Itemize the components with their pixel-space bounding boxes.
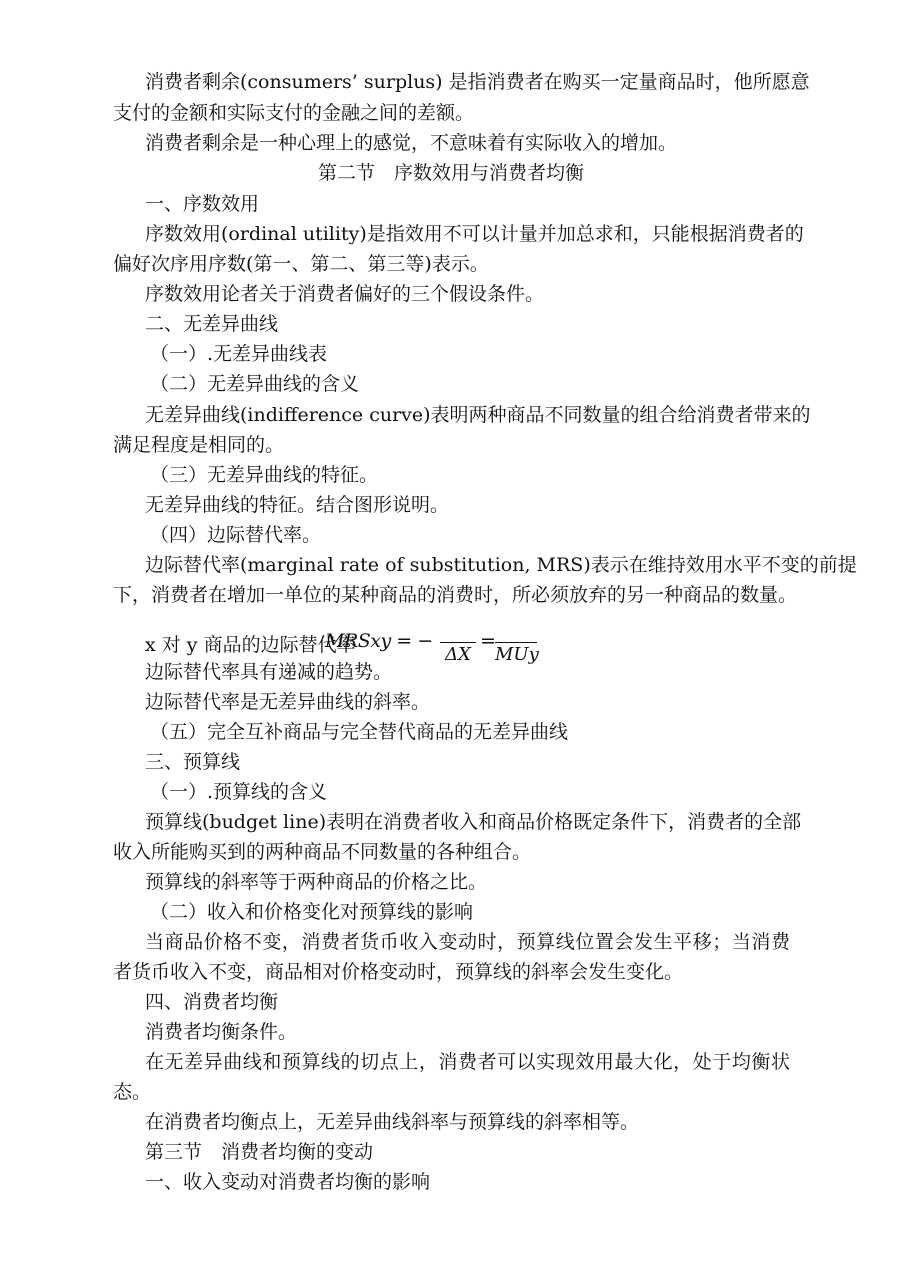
subsection-heading: 一、收入变动对消费者均衡的影响: [145, 1171, 431, 1193]
paragraph-line: 态。: [113, 1081, 152, 1103]
paragraph-line: 序数效用(ordinal utility)是指效用不可以计量并加总求和，只能根据消费者的: [145, 223, 804, 245]
section-heading: 第二节 序数效用与消费者均衡: [317, 162, 584, 184]
paragraph-line: 消费者剩余是一种心理上的感觉，不意味着有实际收入的增加。: [145, 132, 678, 154]
paragraph-line: 在消费者均衡点上，无差异曲线斜率与预算线的斜率相等。: [145, 1111, 640, 1133]
formula-denominator-2: MUy: [495, 644, 539, 665]
item-heading: （三）无差异曲线的特征。: [150, 464, 379, 486]
item-heading: （四）边际替代率。: [150, 524, 322, 546]
paragraph-line: 无差异曲线(indifference curve)表明两种商品不同数量的组合给消费者带来的: [145, 404, 811, 426]
paragraph-line: 在无差异曲线和预算线的切点上，消费者可以实现效用最大化，处于均衡状: [145, 1051, 790, 1073]
paragraph-line: 无差异曲线的特征。结合图形说明。: [145, 494, 450, 516]
paragraph-line: 消费者均衡条件。: [145, 1021, 298, 1043]
paragraph-line: 支付的金额和实际支付的金融之间的差额。: [113, 102, 475, 124]
subsection-heading: 一、序数效用: [145, 193, 260, 215]
paragraph-line: 序数效用论者关于消费者偏好的三个假设条件。: [145, 283, 545, 305]
paragraph-line: 边际替代率具有递减的趋势。: [145, 661, 393, 683]
paragraph-line: 收入所能购买到的两种商品不同数量的各种组合。: [113, 841, 532, 863]
subsection-heading: 二、无差异曲线: [145, 313, 279, 335]
paragraph-line: 预算线的斜率等于两种商品的价格之比。: [145, 871, 488, 893]
paragraph-line: 边际替代率(marginal rate of substitution, MRS)表示在维持效用水平不变的前提: [145, 554, 857, 576]
formula-denominator-1: ΔX: [445, 644, 471, 665]
formula-equals: =: [480, 630, 496, 652]
paragraph-line: 预算线(budget line)表明在消费者收入和商品价格既定条件下，消费者的全部: [145, 811, 802, 833]
item-heading: （一）.无差异曲线表: [150, 343, 328, 365]
item-heading: （一）.预算线的含义: [150, 781, 328, 803]
item-heading: （五）完全互补商品与完全替代商品的无差异曲线: [150, 721, 569, 743]
formula-lhs: MRSxy = −: [325, 630, 433, 652]
paragraph-line: 边际替代率是无差异曲线的斜率。: [145, 691, 431, 713]
subsection-heading: 三、预算线: [145, 751, 241, 773]
paragraph-line: 当商品价格不变，消费者货币收入变动时，预算线位置会发生平移；当消费: [145, 931, 790, 953]
section-heading: 第三节 消费者均衡的变动: [145, 1141, 374, 1163]
item-heading: （二）无差异曲线的含义: [150, 373, 360, 395]
paragraph-line: 满足程度是相同的。: [113, 434, 285, 456]
paragraph-line: 偏好次序用序数(第一、第二、第三等)表示。: [113, 253, 489, 275]
item-heading: （二）收入和价格变化对预算线的影响: [150, 901, 474, 923]
formula-fraction-2: [495, 642, 537, 667]
subsection-heading: 四、消费者均衡: [145, 991, 279, 1013]
formula-prefix: x 对 y 商品的边际替代率: [145, 634, 356, 656]
formula-fraction-1: [440, 642, 476, 667]
paragraph-line: 下，消费者在增加一单位的某种商品的消费时，所必须放弃的另一种商品的数量。: [113, 584, 798, 606]
paragraph-line: 者货币收入不变，商品相对价格变动时，预算线的斜率会发生变化。: [113, 961, 684, 983]
paragraph-line: 消费者剩余(consumers’ surplus) 是指消费者在购买一定量商品时，他所愿意: [145, 71, 810, 93]
